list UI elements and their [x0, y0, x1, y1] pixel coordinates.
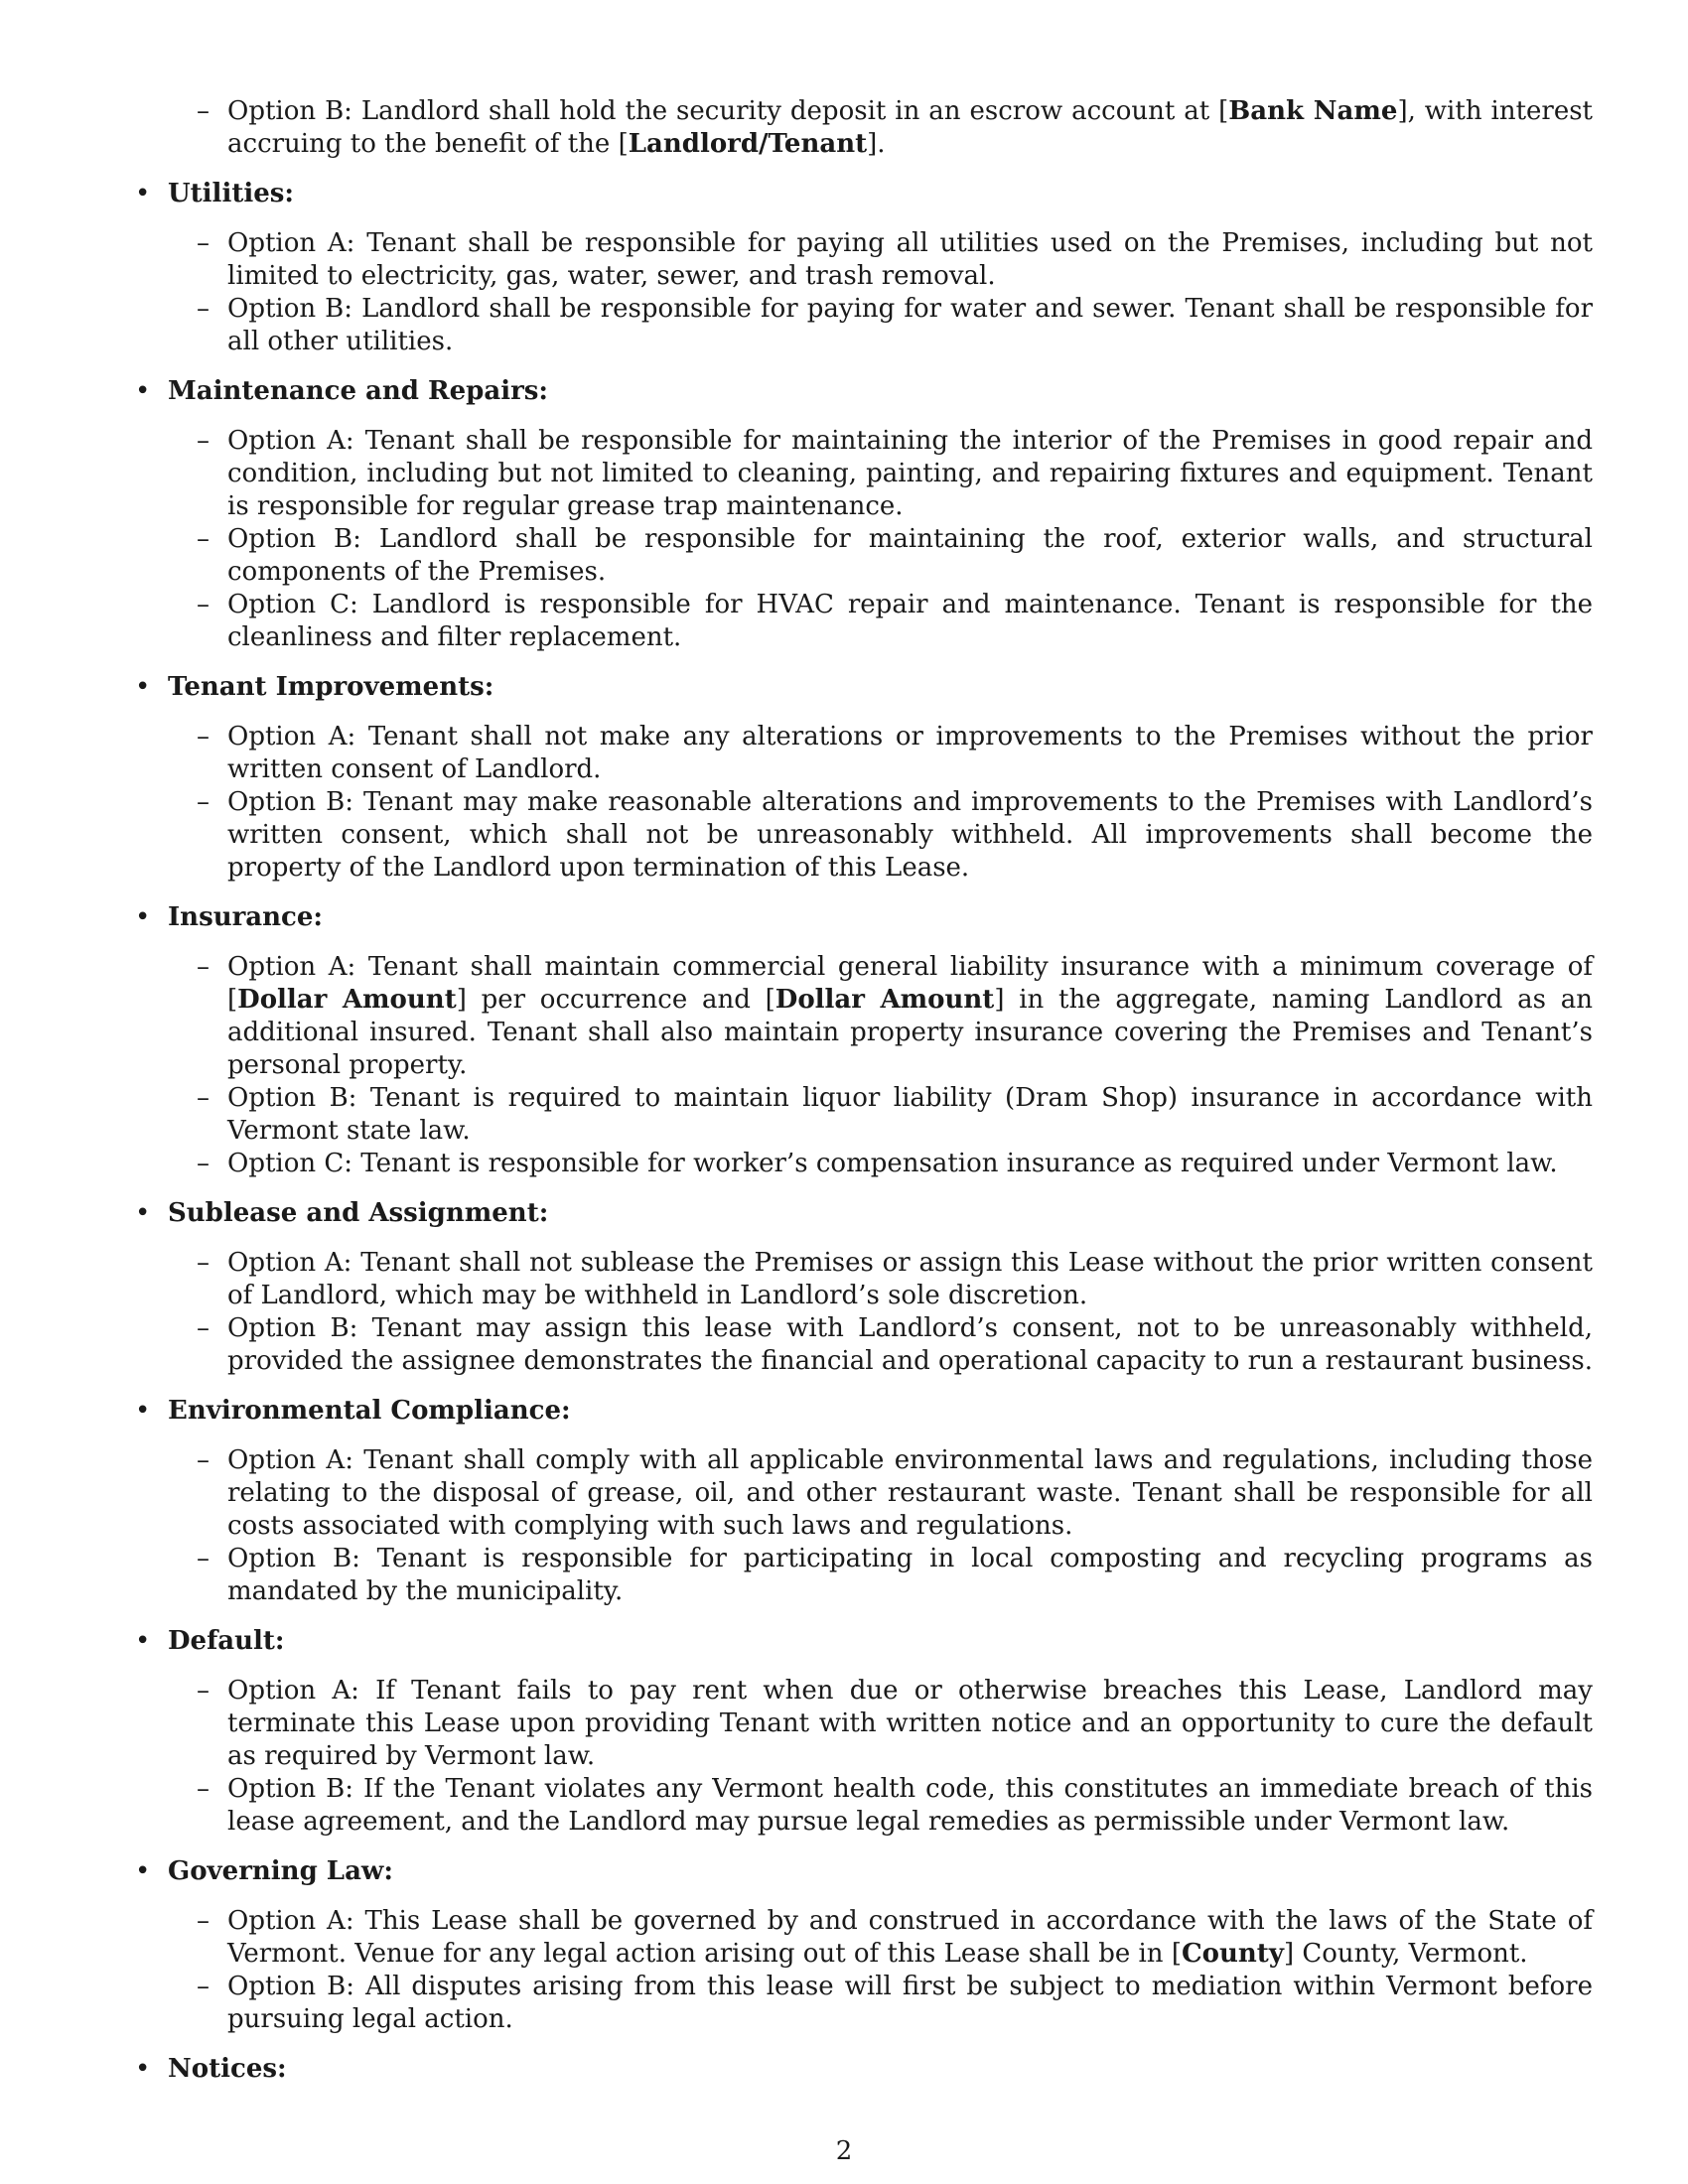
section-heading: • Sublease and Assignment:: [168, 1198, 549, 1228]
option-text: ] in the aggregate, naming Landlord as an additional insured. Tenant shall also maintain property insurance covering the Premises and Tenant’s personal property.: [227, 985, 1594, 1080]
option-list: [168, 425, 1593, 654]
option-b: – Option B: Tenant may make reasonable alterations and improvements to the Premises with Landlord’s written consent, which shall not be unreasonably withheld. All improvements shall become the property of the Landlord upon termination of this Lease.: [168, 786, 1593, 885]
option-c: – Option C: Tenant is responsible for worker’s compensation insurance as required under Vermont law.: [168, 1148, 1593, 1180]
dollar-amount-placeholder: Dollar Amount: [774, 985, 995, 1015]
option-a: [168, 1905, 1593, 1971]
option-text: ].: [867, 129, 886, 159]
option-a: [168, 951, 1593, 1082]
option-text: ], with interest accruing to the benefit of the [: [227, 96, 1594, 159]
option-b: – Option B: Tenant is responsible for participating in local composting and recycling programs as mandated by the municipality.: [168, 1543, 1593, 1608]
section-heading: • Notices:: [168, 2054, 287, 2084]
option-a: – Option A: Tenant shall not sublease the Premises or assign this Lease without the prior written consent of Landlord, which may be withheld in Landlord’s sole discretion.: [168, 1247, 1593, 1312]
bank-name-placeholder: Bank Name: [1228, 96, 1398, 126]
dollar-amount-placeholder: Dollar Amount: [237, 985, 457, 1015]
party-placeholder: Landlord/Tenant: [628, 129, 868, 159]
option-list: [168, 721, 1593, 885]
page-number: 2: [835, 2136, 853, 2166]
option-c: – Option C: Landlord is responsible for HVAC repair and maintenance. Tenant is responsible for the cleanliness and filter replacement.: [168, 589, 1593, 654]
option-text: Option A: Tenant shall maintain commercial general liability insurance with a minimum coverage of [: [227, 952, 1593, 1015]
section-notices: [133, 2053, 1593, 2086]
section-heading: • Environmental Compliance:: [168, 1396, 571, 1426]
option-b: – Option B: Tenant is required to maintain liquor liability (Dram Shop) insurance in accordance with Vermont state law.: [168, 1082, 1593, 1148]
option-list: [168, 227, 1593, 358]
section-sublease: [133, 1197, 1593, 1378]
section-maintenance: [133, 375, 1593, 654]
option-a: – Option A: Tenant shall be responsible for paying all utilities used on the Premises, including but not limited to electricity, gas, water, sewer, and trash removal.: [168, 227, 1593, 293]
option-b: – Option B: Tenant may assign this lease with Landlord’s consent, not to be unreasonably withheld, provided the assignee demonstrates the financial and operational capacity to run a restaurant business.: [168, 1312, 1593, 1378]
option-list: [168, 1905, 1593, 2036]
county-placeholder: County: [1181, 1939, 1284, 1969]
option-list: [168, 1675, 1593, 1839]
section-heading: • Governing Law:: [168, 1856, 393, 1886]
option-a: – Option A: If Tenant fails to pay rent when due or otherwise breaches this Lease, Landlord may terminate this Lease upon providing Tenant with written notice and an opportunity to cure the default as required by Vermont law.: [168, 1675, 1593, 1773]
lease-sections: [133, 178, 1593, 2086]
section-heading: • Utilities:: [168, 179, 294, 208]
section-heading: • Maintenance and Repairs:: [168, 376, 549, 406]
option-b: – Option B: All disputes arising from this lease will first be subject to mediation within Vermont before pursuing legal action.: [168, 1971, 1593, 2036]
security-deposit-options: [133, 95, 1593, 161]
option-list: [168, 951, 1593, 1180]
section-heading: • Default:: [168, 1626, 285, 1656]
section-governing-law: [133, 1855, 1593, 2036]
option-a: – Option A: Tenant shall not make any alterations or improvements to the Premises without the prior written consent of Landlord.: [168, 721, 1593, 786]
option-text: Option A: This Lease shall be governed by and construed in accordance with the laws of the State of Vermont. Venue for any legal action arising out of this Lease shall be in [: [227, 1906, 1593, 1969]
section-heading: • Tenant Improvements:: [168, 672, 494, 702]
option-text: ] County, Vermont.: [1283, 1939, 1528, 1969]
page-content: [133, 95, 1593, 2103]
section-default: [133, 1625, 1593, 1839]
option-text: ] per occurrence and [: [456, 985, 775, 1015]
section-insurance: [133, 901, 1593, 1180]
section-utilities: [133, 178, 1593, 358]
option-list: [168, 1247, 1593, 1378]
security-deposit-option-b: [133, 95, 1593, 161]
section-environmental: [133, 1395, 1593, 1608]
section-heading: • Insurance:: [168, 902, 324, 932]
option-text: Option B: Landlord shall hold the security deposit in an escrow account at [: [227, 96, 1229, 126]
option-list: [168, 1444, 1593, 1608]
section-tenant-improvements: [133, 671, 1593, 885]
option-a: – Option A: Tenant shall comply with all applicable environmental laws and regulations, including those relating to the disposal of grease, oil, and other restaurant waste. Tenant shall be responsible for all costs associated with complying with such laws and regulations.: [168, 1444, 1593, 1543]
option-b: – Option B: Landlord shall be responsible for paying for water and sewer. Tenant shall be responsible for all other utilities.: [168, 293, 1593, 358]
option-b: – Option B: If the Tenant violates any Vermont health code, this constitutes an immediate breach of this lease agreement, and the Landlord may pursue legal remedies as permissible under Vermont law.: [168, 1773, 1593, 1839]
option-a: – Option A: Tenant shall be responsible for maintaining the interior of the Premises in good repair and condition, including but not limited to cleaning, painting, and repairing fixtures and equipment. Tenant is responsible for regular grease trap maintenance.: [168, 425, 1593, 523]
option-b: – Option B: Landlord shall be responsible for maintaining the roof, exterior walls, and structural components of the Premises.: [168, 523, 1593, 589]
